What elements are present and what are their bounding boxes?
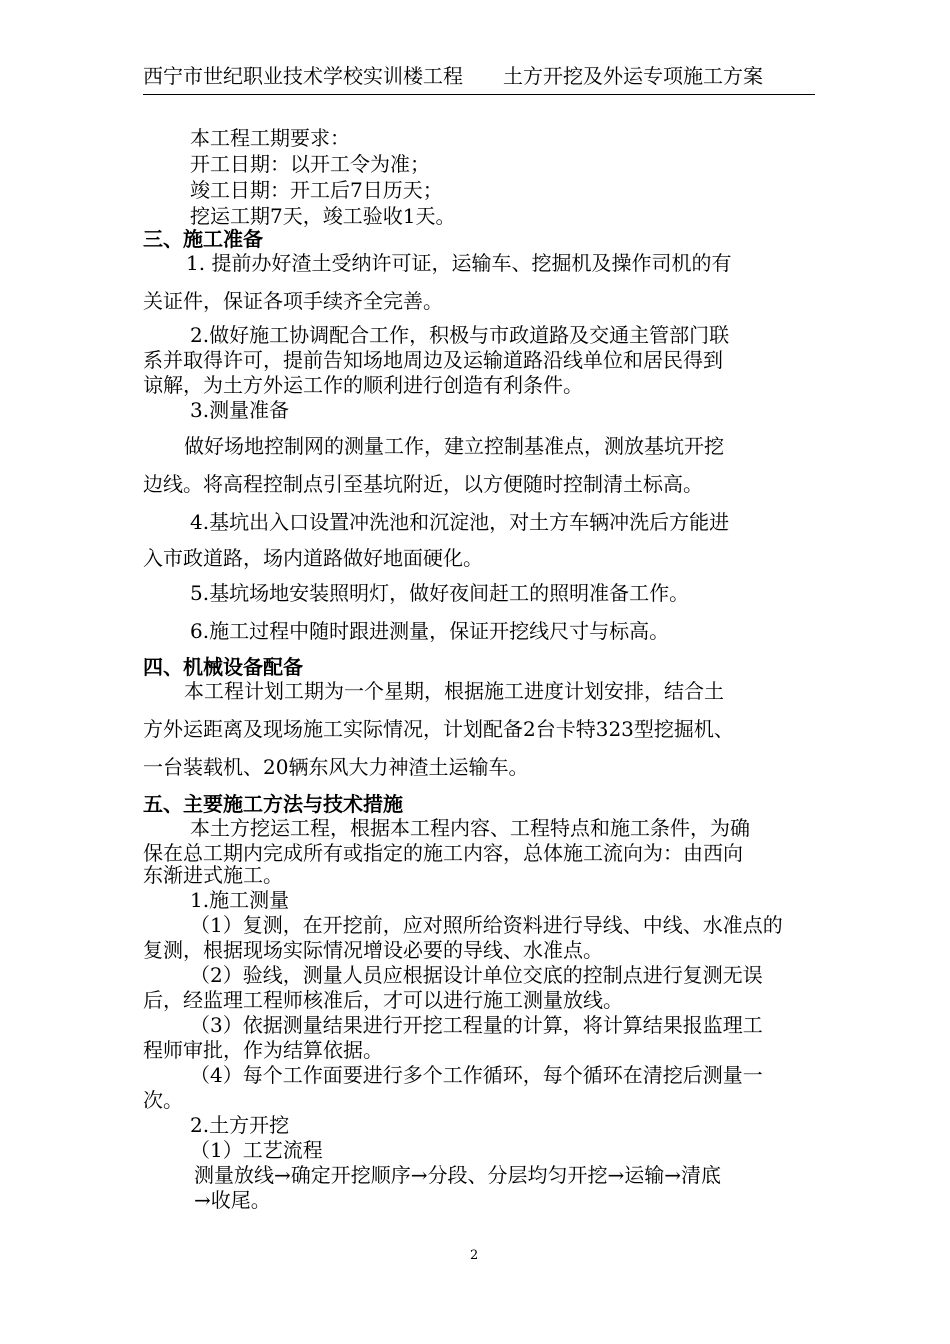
page-number: 2: [470, 1248, 479, 1263]
header-document-title: 土方开挖及外运专项施工方案: [503, 64, 763, 88]
text-line: 本工程工期要求：: [190, 126, 350, 150]
text-line: 东渐进式施工。: [143, 863, 283, 887]
text-line: 边线。将高程控制点引至基坑附近，以方便随时控制清土标高。: [143, 472, 703, 496]
header-project-name: 西宁市世纪职业技术学校实训楼工程: [143, 64, 463, 88]
text-line: 后，经监理工程师核准后，才可以进行施工测量放线。: [143, 988, 623, 1012]
section-heading: 五、主要施工方法与技术措施: [143, 792, 403, 816]
text-line: 竣工日期：开工后7日历天；: [190, 178, 443, 202]
text-line: 方外运距离及现场施工实际情况，计划配备2台卡特323型挖掘机、: [143, 717, 734, 741]
text-line: 做好场地控制网的测量工作，建立控制基准点，测放基坑开挖: [184, 434, 724, 458]
text-line: 一台装载机、20辆东风大力神渣土运输车。: [143, 755, 529, 779]
text-line: （3）依据测量结果进行开挖工程量的计算，将计算结果报监理工: [190, 1013, 763, 1037]
text-line: 4.基坑出入口设置冲洗池和沉淀池，对土方车辆冲洗后方能进: [190, 510, 730, 534]
text-line: 入市政道路，场内道路做好地面硬化。: [143, 546, 483, 570]
text-line: 开工日期：以开工令为准；: [190, 152, 430, 176]
text-line: 6.施工过程中随时跟进测量，保证开挖线尺寸与标高。: [190, 619, 670, 643]
page-header: [143, 62, 815, 95]
text-line: 3.测量准备: [190, 398, 290, 422]
text-line: 复测，根据现场实际情况增设必要的导线、水准点。: [143, 938, 603, 962]
section-heading: 四、机械设备配备: [143, 655, 303, 679]
text-line: 挖运工期7天，竣工验收1天。: [190, 204, 456, 228]
text-line: 测量放线→确定开挖顺序→分段、分层均匀开挖→运输→清底: [194, 1163, 722, 1187]
text-line: 谅解，为土方外运工作的顺利进行创造有利条件。: [143, 373, 583, 397]
text-line: 2.土方开挖: [190, 1113, 290, 1137]
text-line: 保在总工期内完成所有或指定的施工内容，总体施工流向为：由西向: [143, 841, 743, 865]
text-line: 次。: [143, 1088, 183, 1112]
text-line: 关证件，保证各项手续齐全完善。: [143, 289, 443, 313]
text-line: （4）每个工作面要进行多个工作循环，每个循环在清挖后测量一: [190, 1063, 763, 1087]
text-line: 1.施工测量: [190, 888, 290, 912]
text-line: 2.做好施工协调配合工作，积极与市政道路及交通主管部门联: [190, 323, 730, 347]
text-line: 1. 提前办好渣土受纳许可证，运输车、挖掘机及操作司机的有: [186, 251, 732, 275]
text-line: 本土方挖运工程，根据本工程内容、工程特点和施工条件，为确: [190, 816, 750, 840]
text-line: 程师审批，作为结算依据。: [143, 1038, 383, 1062]
text-line: →收尾。: [194, 1188, 271, 1212]
text-line: 系并取得许可，提前告知场地周边及运输道路沿线单位和居民得到: [143, 348, 723, 372]
text-line: （2）验线，测量人员应根据设计单位交底的控制点进行复测无误: [190, 963, 763, 987]
section-heading: 三、施工准备: [143, 227, 263, 251]
text-line: 5.基坑场地安装照明灯，做好夜间赶工的照明准备工作。: [190, 581, 690, 605]
text-line: （1）复测，在开挖前，应对照所给资料进行导线、中线、水准点的: [190, 913, 783, 937]
text-line: （1）工艺流程: [190, 1138, 323, 1162]
text-line: 本工程计划工期为一个星期，根据施工进度计划安排，结合土: [184, 679, 724, 703]
